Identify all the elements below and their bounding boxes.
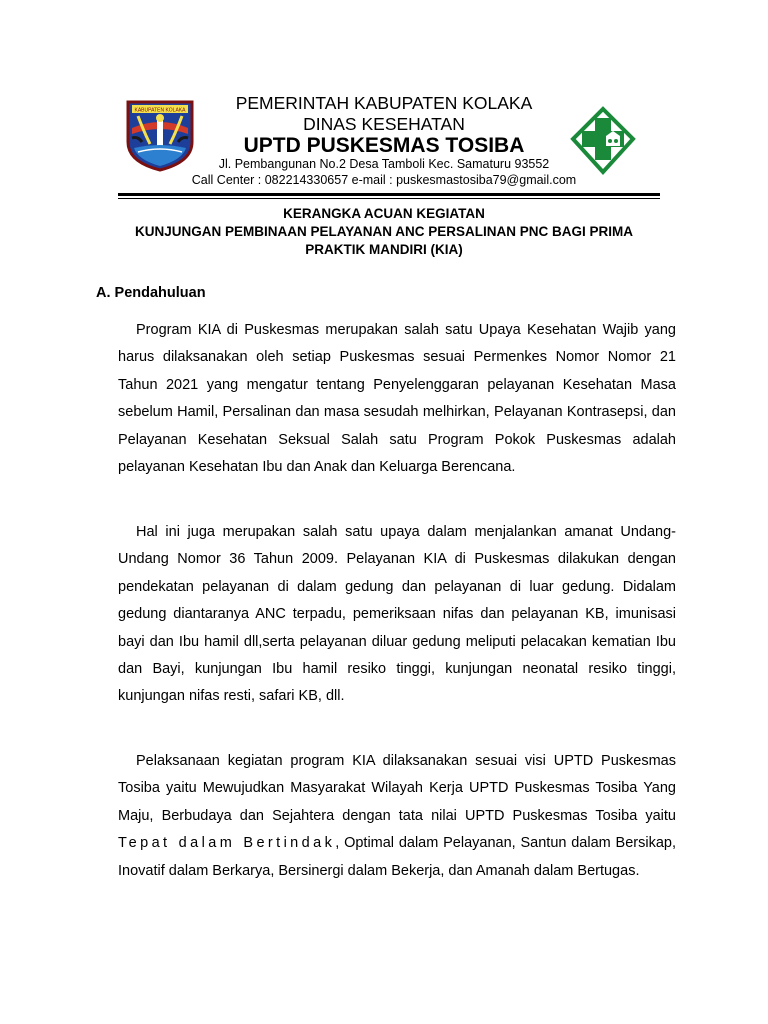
letterhead [0, 0, 768, 200]
section-heading-pendahuluan: A. Pendahuluan [96, 285, 206, 301]
letterhead-divider-thin [118, 198, 660, 199]
emblem-banner-text: KABUPATEN KOLAKA [134, 107, 186, 114]
government-name: PEMERINTAH KABUPATEN KOLAKA [235, 93, 533, 113]
title-line-1: KERANGKA ACUAN KEGIATAN [283, 206, 485, 221]
institution-name: UPTD PUSKESMAS TOSIBA [243, 134, 525, 157]
paragraph-3-end: , Optimal dalam Pelayanan, Santun dalam Bersikap, Inovatif dalam Berkarya, Bersinergi dalam Bekerja, dan Amanah dalam Bertugas. [118, 835, 676, 879]
address-line: Jl. Pembangunan No.2 Desa Tamboli Kec. Samaturu 93552 [218, 157, 550, 171]
title-line-3: PRAKTIK MANDIRI (KIA) [305, 242, 463, 257]
paragraph-3-spaced-value: Tepat dalam Bertindak [118, 835, 336, 852]
paragraph-1: Program KIA di Puskesmas merupakan salah satu Upaya Kesehatan Wajib yang harus dilaksanakan oleh setiap Puskesmas sesuai Permenkes Nomor Nomor 21 Tahun 2021 yang mengatur tentang Penyelenggaran pelayanan Kesehatan Masa sebelum Hamil, Persalinan dan masa sesudah melhirkan, Pelayanan Kontrasepsi, dan Pelayanan Kesehatan Seksual Salah satu Program Pokok Puskesmas adalah pelayanan Kesehatan Ibu dan Anak dan Keluarga Berencana. [118, 322, 676, 476]
letterhead-divider [118, 193, 660, 196]
paragraph-3-start: Pelaksanaan kegiatan program KIA dilaksanakan sesuai visi UPTD Puskesmas Tosiba yaitu Mewujudkan Masyarakat Wilayah Kerja UPTD Puskesmas Tosiba Yang Maju, Berbudaya dan Sejahtera dengan tata nilai UPTD Puskesmas Tosiba yaitu [118, 753, 676, 824]
paragraph-3 [118, 748, 676, 885]
puskesmas-cross-icon [570, 106, 636, 176]
title-line-2: KUNJUNGAN PEMBINAAN PELAYANAN ANC PERSALINAN PNC BAGI PRIMA [134, 224, 634, 239]
contact-line: Call Center : 082214330657 e-mail : puskesmastosiba79@gmail.com [191, 173, 577, 187]
paragraph-2: Hal ini juga merupakan salah satu upaya dalam menjalankan amanat Undang-Undang Nomor 36 Tahun 2009. Pelayanan KIA di Puskesmas dilakukan dengan pendekatan pelayanan di dalam gedung dan pelayanan di luar gedung. Didalam gedung diantaranya ANC terpadu, pemeriksaan nifas dan pelayanan KB, imunisasi bayi dan Ibu hamil dll,serta pelayanan diluar gedung meliputi pelacakan kematian Ibu dan Bayi, kunjungan Ibu hamil resiko tinggi, kunjungan neonatal resiko tinggi, kunjungan nifas resti, safari KB, dll. [118, 524, 676, 705]
document-title [60, 205, 708, 259]
department-name: DINAS KESEHATAN [303, 114, 465, 134]
